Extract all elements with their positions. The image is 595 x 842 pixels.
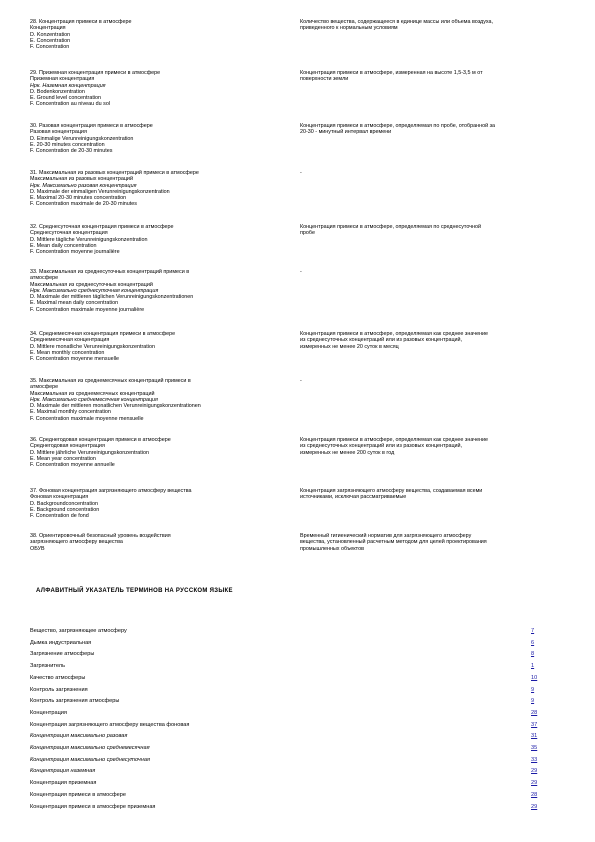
- index-row: [30, 663, 545, 673]
- term-names: [30, 19, 292, 50]
- term-names: [30, 170, 292, 208]
- term-synonym: D. Mittlere monatliche Verunreinigungskonzentration: [30, 343, 155, 350]
- term-definition: [300, 19, 565, 32]
- term-synonym: F. Concentration: [30, 44, 70, 50]
- index-term-link[interactable]: 29: [531, 780, 538, 787]
- definition-line: Концентрация примеси в атмосфере, определяемая как среднее значение: [300, 331, 489, 337]
- index-row: [30, 757, 545, 767]
- term-names: [30, 331, 292, 362]
- term-title: 31. Максимальная из разовых концентраций примеси в атмосфере: [30, 170, 199, 176]
- index-row: [30, 780, 545, 790]
- term-definition: [300, 331, 565, 350]
- term-title: 28. Концентрация примеси в атмосфере: [30, 19, 132, 25]
- term-synonym: F. Concentration moyenne journalière: [30, 249, 120, 255]
- term-names: [30, 269, 292, 313]
- definition-line: Концентрация примеси в атмосфере, определяемая по среднесуточной: [300, 224, 481, 230]
- definition-line: вещества, установленный расчетным методом для целей проектирования: [300, 539, 487, 546]
- term-synonym: F. Concentration au niveau du sol: [30, 101, 111, 108]
- term-names: [30, 533, 292, 552]
- index-term: Концентрация максимально среднесуточная: [30, 756, 150, 763]
- index-term: Загрязнитель: [30, 663, 65, 670]
- index-row: [30, 710, 545, 720]
- term-synonym: Максимальная из разовых концентраций: [30, 176, 133, 183]
- term-synonym: Максимальная из среднемесячных концентраций: [30, 390, 155, 397]
- term-names: [30, 123, 292, 154]
- term-definition: [300, 488, 565, 501]
- term-synonym: ОБУВ: [30, 545, 45, 552]
- term-definition: [300, 378, 565, 384]
- definition-line: -: [300, 269, 302, 275]
- index-term: Концентрация максимально среднемесячная: [30, 745, 150, 751]
- definition-line: поверхности земли: [300, 76, 349, 83]
- term-title: 37. Фоновая концентрация загрязняющего атмосферу вещества: [30, 488, 192, 494]
- term-synonym: D. Mittlere jährliche Verunreinigungskonzentration: [30, 449, 149, 456]
- term-synonym: Нрк. Максимально среднемесячная концентрация: [30, 396, 158, 403]
- term-synonym: E. Mean daily concentration: [30, 242, 97, 249]
- index-term: Концентрация: [30, 709, 67, 716]
- term-synonym: E. Mean year concentration: [30, 455, 96, 462]
- term-definition: [300, 533, 565, 552]
- index-term: Концентрация примеси в атмосфере приземная: [30, 803, 156, 810]
- definition-line: Временный гигиенический норматив для загрязняющего атмосферу: [300, 533, 472, 539]
- term-synonym: F. Concentration de 20-30 minutes: [30, 148, 113, 154]
- index-row: [30, 687, 545, 697]
- definition-line: Количество вещества, содержащееся в единице массы или объема воздуха,: [300, 19, 494, 25]
- definition-line: -: [300, 378, 302, 384]
- index-term-link[interactable]: 9: [531, 686, 535, 693]
- term-synonym: Нрк. Максимально среднесуточная концентрация: [30, 287, 159, 294]
- term-synonym: Среднемесячная концентрация: [30, 337, 110, 344]
- index-title: АЛФАВИТНЫЙ УКАЗАТЕЛЬ ТЕРМИНОВ НА РУССКОМ ЯЗЫКЕ: [36, 588, 233, 594]
- index-term-link[interactable]: 35: [531, 745, 538, 751]
- index-term: Концентрация максимально разовая: [30, 733, 128, 740]
- term-synonym: D. Mittlere tägliche Verunreinigungskonzentration: [30, 236, 148, 243]
- term-synonym: Среднегодовая концентрация: [30, 443, 105, 450]
- term-synonym: F. Concentration maximale moyenne journalière: [30, 306, 145, 313]
- term-title: 30. Разовая концентрация примеси в атмосфере: [30, 123, 153, 129]
- term-definition: [300, 269, 565, 275]
- term-synonym: D. Konzentration: [30, 31, 71, 38]
- index-term-link[interactable]: 29: [531, 803, 538, 810]
- term-synonym: F. Concentration de fond: [30, 513, 89, 519]
- definition-line: из среднесуточных концентраций или из разовых концентраций,: [300, 337, 463, 344]
- term-synonym: атмосфере: [30, 275, 59, 282]
- term-synonym: Фоновая концентрация: [30, 494, 89, 501]
- term-synonym: D. Maximale der einmaligen Verunreinigungskonzentration: [30, 188, 170, 195]
- definition-line: измеренных не менее 20 суток в месяц: [300, 343, 399, 350]
- index-term-link[interactable]: 10: [531, 674, 538, 681]
- index-term-link[interactable]: 28: [531, 791, 538, 798]
- term-definition: [300, 70, 565, 83]
- term-title: 29. Приземная концентрация примеси в атмосфере: [30, 70, 161, 76]
- index-term: Концентрация загрязняющего атмосферу вещества фоновая: [30, 721, 190, 728]
- index-row: [30, 640, 545, 650]
- definition-line: источниками, исключая рассматриваемые: [300, 494, 407, 501]
- term-synonym: F. Concentration maximale moyenne mensuelle: [30, 415, 144, 422]
- term-synonym: E. Background concentration: [30, 506, 100, 513]
- index-row: [30, 804, 545, 814]
- definition-line: пробе: [300, 230, 315, 237]
- index-term-link[interactable]: 37: [531, 721, 538, 728]
- term-synonym: D. Backgroundconcentration: [30, 500, 99, 507]
- definition-line: Концентрация примеси в атмосфере, определяемая как среднее значение: [300, 437, 489, 443]
- term-synonym: F. Concentration maximale de 20-30 minutes: [30, 201, 137, 208]
- index-term: Загрязнение атмосферы: [30, 651, 95, 658]
- index-term-link[interactable]: 33: [531, 756, 538, 763]
- index-row: [30, 768, 545, 778]
- index-term: Концентрация примеси в атмосфере: [30, 791, 126, 798]
- term-names: [30, 378, 292, 422]
- definition-line: 20-30 - минутный интервал времени: [300, 129, 392, 136]
- term-synonym: E. Maximal 20-30 minutes concentration: [30, 195, 127, 201]
- term-synonym: E. Mean monthly concentration: [30, 349, 105, 356]
- term-synonym: D. Maximale der mittleren monatlichen Verunreinigungskonzentrationen: [30, 403, 201, 409]
- term-names: [30, 437, 292, 468]
- term-title: 38. Ориентировочный безопасный уровень воздействия: [30, 533, 171, 539]
- definition-line: промышленных объектов: [300, 545, 364, 552]
- definition-line: Концентрация примеси в атмосфере, определяемая по пробе, отобранной за: [300, 123, 496, 129]
- term-names: [30, 224, 292, 255]
- index-term: Концентрация наземная: [30, 768, 96, 775]
- term-synonym: F. Concentration moyenne annuelle: [30, 462, 115, 468]
- definition-line: -: [300, 170, 302, 176]
- index-term-link[interactable]: 6: [531, 639, 535, 646]
- term-synonym: атмосфере: [30, 384, 59, 391]
- term-synonym: Концентрация: [30, 25, 66, 32]
- term-definition: [300, 437, 565, 456]
- index-row: [30, 792, 545, 802]
- index-row: [30, 722, 545, 732]
- term-synonym: Разовая концентрация: [30, 129, 87, 136]
- term-synonym: F. Concentration moyenne mensuelle: [30, 356, 119, 362]
- index-term: Концентрация приземная: [30, 780, 97, 787]
- index-row: [30, 628, 545, 638]
- index-term-link[interactable]: 1: [531, 663, 535, 670]
- term-synonym: Приземная концентрация: [30, 76, 95, 83]
- term-title: 35. Максимальная из среднемесячных концентраций примеси в: [30, 378, 191, 384]
- term-definition: [300, 224, 565, 237]
- index-row: [30, 733, 545, 743]
- term-title: 32. Среднесуточная концентрация примеси в атмосфере: [30, 224, 174, 230]
- index-term-link[interactable]: 9: [531, 698, 535, 705]
- index-term-link[interactable]: 28: [531, 709, 538, 716]
- term-synonym: D. Bodenkonzentration: [30, 88, 85, 95]
- term-title: 34. Среднемесячная концентрация примеси в атмосфере: [30, 331, 176, 337]
- definition-line: приведенного к нормальным условиям: [300, 25, 398, 32]
- term-synonym: Среднесуточная концентрация: [30, 230, 108, 237]
- term-synonym: D. Einmalige Verunreinigungskonzentration: [30, 135, 134, 142]
- term-synonym: D. Maximale der mittleren täglichen Verunreinigungskonzentrationen: [30, 294, 194, 300]
- index-term: Качество атмосферы: [30, 674, 86, 681]
- term-synonym: Нрк. Максимально разовая концентрация: [30, 182, 137, 189]
- index-term-link[interactable]: 8: [531, 651, 535, 658]
- term-names: [30, 488, 292, 519]
- index-row: [30, 675, 545, 685]
- term-synonym: загрязняющего атмосферу вещества: [30, 539, 123, 546]
- term-definition: [300, 123, 565, 136]
- index-term: Контроль загрязнения: [30, 686, 88, 693]
- term-synonym: E. 20-30 minutes concentration: [30, 141, 105, 148]
- definition-line: измеренных не менее 200 суток в год: [300, 449, 395, 456]
- definition-line: Концентрация примеси в атмосфере, измеренная на высоте 1,5-3,5 м от: [300, 70, 483, 76]
- index-row: [30, 651, 545, 661]
- term-synonym: E. Ground level concentration: [30, 95, 102, 101]
- term-synonym: Максимальная из среднесуточных концентраций: [30, 281, 153, 288]
- index-term: Контроль загрязнения атмосферы: [30, 698, 120, 705]
- index-term-link[interactable]: 31: [531, 733, 538, 740]
- term-names: [30, 70, 292, 108]
- term-title: 33. Максимальная из среднесуточных концентраций примеси в: [30, 269, 190, 275]
- definition-line: из среднесуточных концентраций или из разовых концентраций,: [300, 443, 463, 450]
- index-row: [30, 698, 545, 708]
- index-row: [30, 745, 545, 755]
- index-term-link[interactable]: 7: [531, 628, 535, 634]
- definition-line: Концентрация загрязняющего атмосферу вещества, создаваемая всеми: [300, 488, 483, 494]
- index-term: Вещество, загрязняющее атмосферу: [30, 628, 127, 634]
- index-term-link[interactable]: 29: [531, 768, 538, 775]
- term-synonym: E. Maximal mean daily concentration: [30, 300, 119, 307]
- term-synonym: E. Maximal monthly concentration: [30, 409, 111, 416]
- term-definition: [300, 170, 565, 176]
- term-synonym: Нрк. Наземная концентрация: [30, 82, 106, 89]
- index-term: Дымка индустриальная: [30, 639, 92, 646]
- term-title: 36. Среднегодовая концентрация примеси в атмосфере: [30, 437, 171, 443]
- term-synonym: E. Concentration: [30, 37, 71, 44]
